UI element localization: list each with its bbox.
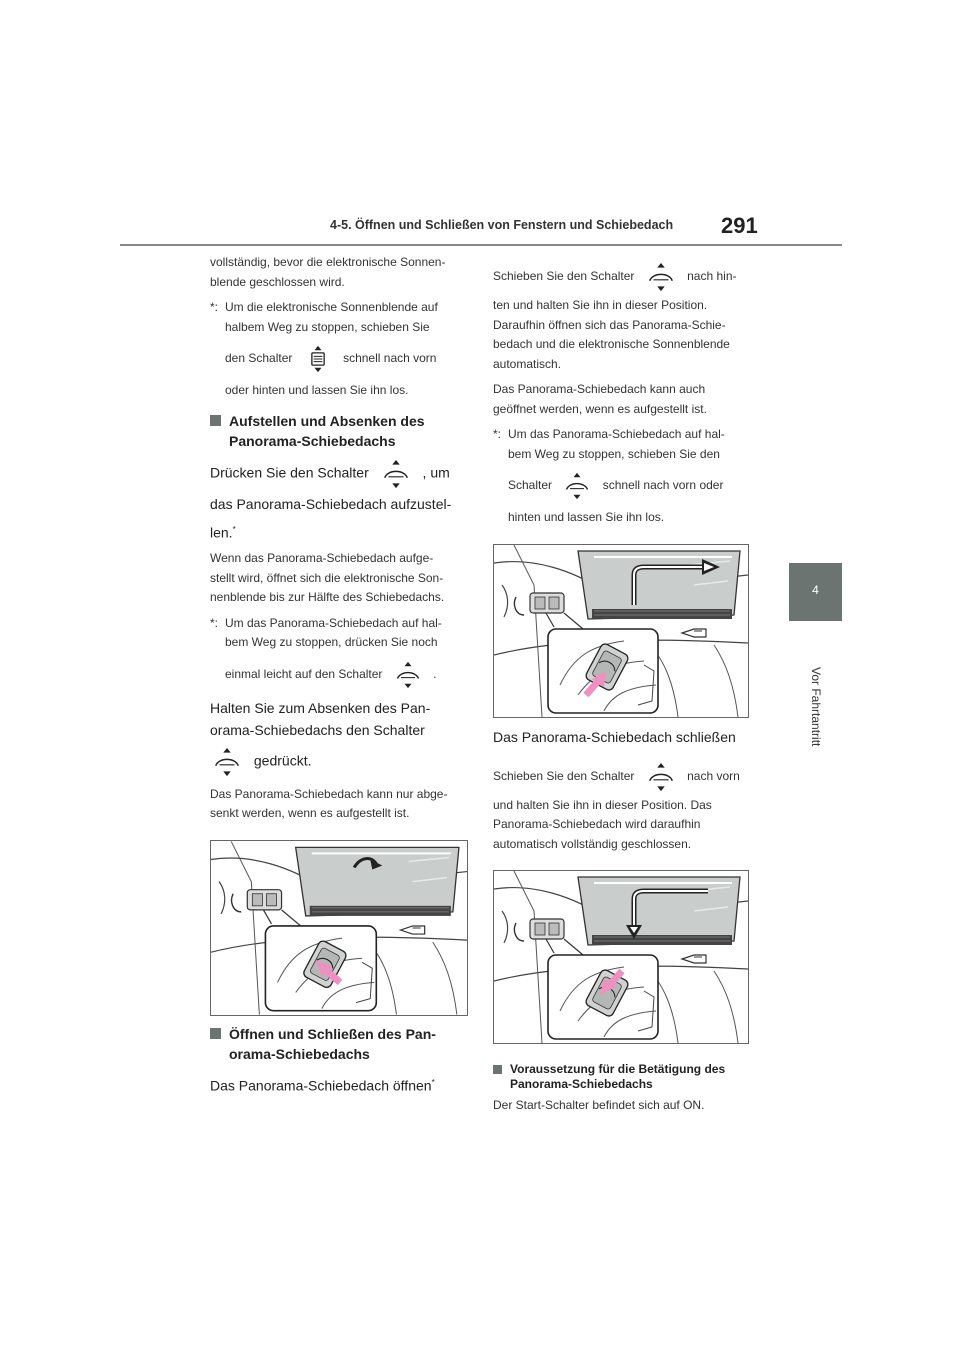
body-line: und halten Sie ihn in dieser Position. Das — [493, 797, 712, 812]
footnote-line: halbem Weg zu stoppen, schieben Sie — [225, 319, 430, 334]
footnote-mark: *: — [210, 300, 219, 314]
footnote-text: Schalter — [508, 478, 553, 493]
illustration-close-roof — [493, 870, 749, 1044]
body-line: ten und halten Sie ihn in dieser Position. — [493, 298, 708, 312]
sunroof-switch-icon — [646, 762, 676, 792]
header-divider — [120, 244, 842, 246]
sunroof-switch-icon — [563, 472, 591, 500]
chapter-title: Vor Fahrtantritt — [809, 667, 823, 747]
heading-bullet-icon — [210, 1028, 221, 1039]
heading-line: Aufstellen und Absenken des — [229, 412, 425, 429]
footnote-star: * — [232, 524, 236, 534]
body-line: Das Panorama-Schiebedach kann nur abge- — [210, 786, 448, 801]
heading-line: Öffnen und Schließen des Pan- — [229, 1025, 436, 1042]
body-line: Das Panorama-Schiebedach kann auch — [493, 382, 706, 396]
body-line: orama-Schiebedachs den Schalter — [210, 721, 425, 738]
body-text: , um — [422, 464, 450, 481]
body-line — [210, 459, 470, 489]
body-line: automatisch. — [493, 356, 562, 371]
section-title: 4-5. Öffnen und Schließen von Fenstern und Schiebedach — [330, 218, 674, 232]
footnote-line: Um das Panorama-Schiebedach auf hal- — [225, 615, 442, 630]
body-line: bedach und die elektronische Sonnenblende — [493, 337, 730, 351]
footnote-star: * — [431, 1077, 435, 1087]
body-text: Drücken Sie den Schalter — [210, 464, 369, 481]
page-number: 291 — [721, 213, 758, 238]
footnote-line: Um das Panorama-Schiebedach auf hal- — [508, 427, 725, 441]
footnote-slide — [493, 425, 755, 528]
body-text: Schieben Sie den Schalter — [493, 768, 635, 783]
heading-line: Panorama-Schiebedachs — [510, 1077, 653, 1091]
body-line: nenblende bis zur Hälfte des Schiebedachs. — [210, 590, 445, 605]
footnote-line: bem Weg zu stoppen, schieben Sie den — [508, 446, 720, 461]
body-text: Schieben Sie den Schalter — [493, 269, 635, 284]
sunroof-switch-icon — [394, 661, 422, 689]
body-line: Daraufhin öffnen sich das Panorama-Schie- — [493, 317, 726, 332]
shade-switch-icon — [304, 345, 332, 373]
chapter-number: 4 — [812, 583, 819, 597]
footnote-tilt — [210, 614, 470, 689]
body-text: len. — [210, 524, 233, 541]
body-line: Panorama-Schiebedach wird daraufhin — [493, 817, 701, 831]
footnote-line — [225, 661, 442, 689]
heading-line: Panorama-Schiebedachs — [229, 432, 396, 449]
footnote-shade — [210, 298, 470, 401]
heading-requirement — [493, 1062, 755, 1092]
body-line: stellt wird, öffnet sich die elektronische Son- — [210, 570, 444, 585]
heading-line: Voraussetzung für die Betätigung des — [510, 1062, 726, 1076]
body-line — [493, 262, 755, 292]
intro-text-line: blende geschlossen wird. — [210, 274, 345, 289]
sunroof-switch-icon — [646, 262, 676, 292]
illustration-tilt-roof — [210, 840, 468, 1016]
footnote-text: . — [433, 666, 437, 681]
body-line: automatisch vollständig geschlossen. — [493, 836, 692, 851]
right-column — [493, 262, 755, 1116]
body-text: nach hin- — [687, 269, 737, 284]
footnote-line — [508, 472, 725, 500]
footnote-text: schnell nach vorn oder — [602, 478, 724, 493]
sunroof-switch-icon — [381, 459, 411, 489]
heading-bullet-icon — [210, 415, 221, 426]
footnote-line — [225, 345, 438, 373]
footnote-line: Um die elektronische Sonnenblende auf — [225, 300, 438, 314]
heading-line: orama-Schiebedachs — [229, 1045, 370, 1062]
body-text: Das Panorama-Schiebedach öffnen — [210, 1077, 432, 1094]
body-line — [210, 747, 470, 777]
left-column — [210, 253, 470, 1096]
body-line — [210, 519, 470, 544]
illustration-open-roof — [493, 544, 749, 718]
heading-tilt — [210, 411, 470, 451]
footnote-text: den Schalter — [225, 351, 293, 366]
body-line: geöffnet werden, wenn es aufgestellt ist. — [493, 401, 707, 416]
body-text: gedrückt. — [253, 752, 312, 769]
intro-text-line: vollständig, bevor die elektronische Sonnen- — [210, 255, 446, 269]
footnote-line: hinten und lassen Sie ihn los. — [508, 510, 665, 524]
body-line: Wenn das Panorama-Schiebedach aufge- — [210, 551, 434, 566]
body-line: senkt werden, wenn es aufgestellt ist. — [210, 806, 410, 821]
body-line: Halten Sie zum Absenken des Pan- — [210, 699, 431, 716]
footnote-line: bem Weg zu stoppen, drücken Sie noch — [225, 635, 438, 650]
heading-bullet-icon — [493, 1065, 502, 1074]
body-text: nach vorn — [687, 768, 740, 783]
body-line: Der Start-Schalter befindet sich auf ON. — [493, 1098, 705, 1112]
footnote-mark: *: — [493, 427, 502, 441]
heading-open-close — [210, 1024, 470, 1064]
footnote-mark: *: — [210, 615, 219, 630]
sunroof-switch-icon — [212, 747, 242, 777]
body-line: das Panorama-Schiebedach aufzustel- — [210, 495, 452, 512]
chapter-tab[interactable] — [789, 563, 842, 621]
body-line — [493, 762, 755, 792]
footnote-text: einmal leicht auf den Schalter — [225, 666, 383, 681]
footnote-line: oder hinten und lassen Sie ihn los. — [225, 383, 409, 397]
figure-caption: Das Panorama-Schiebedach schließen — [493, 728, 736, 745]
footnote-text: schnell nach vorn — [343, 351, 437, 366]
body-line — [210, 1072, 470, 1097]
